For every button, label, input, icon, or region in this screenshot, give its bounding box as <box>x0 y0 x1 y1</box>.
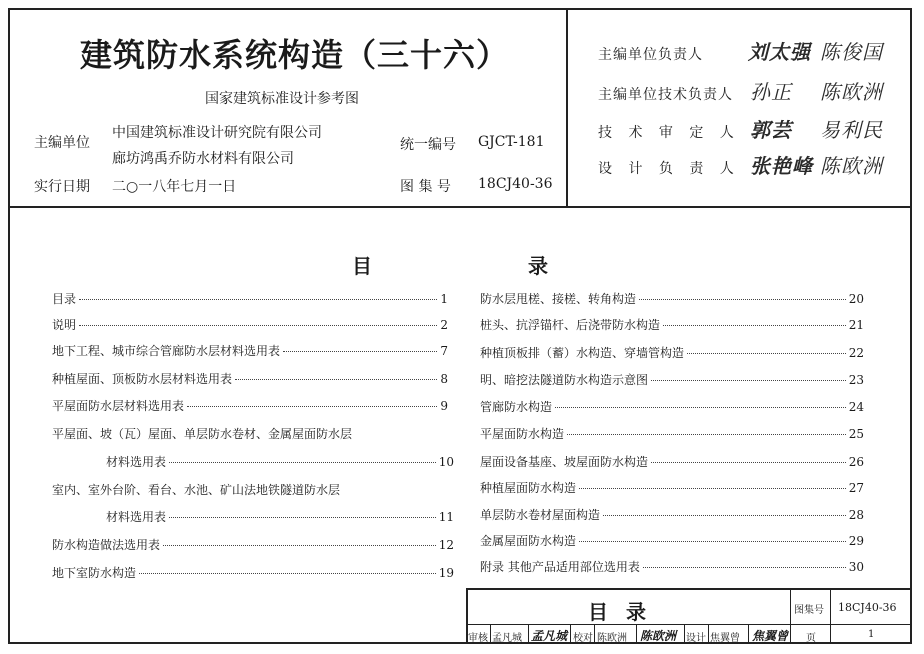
toc-entry[interactable] <box>480 316 864 333</box>
leader-dots <box>139 573 436 574</box>
leader-dots <box>187 406 437 407</box>
header-divider <box>8 206 912 208</box>
toc-entry[interactable] <box>480 532 864 549</box>
toc-entry[interactable] <box>52 481 448 498</box>
design-signature: 焦翼曾 <box>752 629 789 643</box>
leader-dots <box>579 541 846 542</box>
design-name: 焦翼曾 <box>710 633 740 644</box>
chief-unit-2: 廊坊鸿禹乔防水材料有限公司 <box>112 151 294 167</box>
toc-entry-title: 种植屋面防水构造 <box>480 481 577 495</box>
toc-entry-page: 23 <box>848 373 864 387</box>
toc-entry-page: 24 <box>848 400 864 414</box>
leader-dots <box>663 325 846 326</box>
toc-entry-page: 30 <box>848 560 864 574</box>
toc-entry-page: 21 <box>848 318 864 332</box>
toc-entry[interactable] <box>106 453 454 470</box>
leader-dots <box>603 515 846 516</box>
toc-entry[interactable] <box>52 342 448 359</box>
signature: 陈欧洲 <box>820 80 883 104</box>
check-name: 陈欧洲 <box>597 633 627 644</box>
toc-entry[interactable] <box>52 370 448 387</box>
toc-entry[interactable] <box>480 398 864 415</box>
signature: 孙正 <box>750 80 792 104</box>
leader-dots <box>169 517 436 518</box>
atlas-title: 建筑防水系统构造（三十六） <box>80 36 510 74</box>
toc-entry-page: 28 <box>848 508 864 522</box>
design-label: 设计 <box>686 633 706 644</box>
toc-entry[interactable] <box>52 397 448 414</box>
toc-entry[interactable] <box>52 536 454 553</box>
review-label: 审核 <box>468 633 488 644</box>
toc-entry-page: 2 <box>440 318 448 332</box>
toc-entry-page: 26 <box>848 455 864 469</box>
toc-entry-title: 材料选用表 <box>106 510 167 524</box>
toc-entry-title: 种植顶板排（蓄）水构造、穿墙管构造 <box>480 346 685 360</box>
leader-dots <box>163 545 436 546</box>
toc-entry-page: 27 <box>848 481 864 495</box>
toc-entry[interactable] <box>480 344 864 361</box>
toc-entry[interactable] <box>52 290 448 307</box>
toc-entry-title: 金属屋面防水构造 <box>480 534 577 548</box>
atlas-no-label: 图 集 号 <box>400 179 451 195</box>
toc-entry-title: 单层防水卷材屋面构造 <box>480 508 601 522</box>
toc-entry-title: 防水构造做法选用表 <box>52 538 161 552</box>
toc-entry-title: 地下工程、城市综合管廊防水层材料选用表 <box>52 344 281 358</box>
signature: 易利民 <box>820 118 883 142</box>
toc-entry-title: 室内、室外台阶、看台、水池、矿山法地铁隧道防水层 <box>52 483 341 497</box>
toc-entry-title: 屋面设备基座、坡屋面防水构造 <box>480 455 649 469</box>
review-name: 孟凡城 <box>492 633 522 644</box>
titleblock-title: 目录 <box>588 600 664 624</box>
unified-no-label: 统一编号 <box>400 137 456 153</box>
toc-entry[interactable] <box>480 479 864 496</box>
toc-entry-title: 桩头、抗浮锚杆、后浇带防水构造 <box>480 318 661 332</box>
check-signature: 陈欧洲 <box>640 629 677 643</box>
toc-entry-title: 地下室防水构造 <box>52 566 137 580</box>
leader-dots <box>567 434 846 435</box>
signature: 张艳峰 <box>750 154 813 178</box>
toc-entry-title: 平屋面防水层材料选用表 <box>52 399 185 413</box>
toc-entry-title: 平屋面、坡（瓦）屋面、单层防水卷材、金属屋面防水层 <box>52 427 353 441</box>
signature: 陈俊国 <box>820 40 883 64</box>
review-signature: 孟凡城 <box>531 629 568 643</box>
atlas-no: 18CJ40-36 <box>478 176 553 192</box>
toc-entry-title: 种植屋面、顶板防水层材料选用表 <box>52 372 233 386</box>
toc-entry-title: 防水层甩槎、接槎、转角构造 <box>480 292 637 306</box>
toc-heading-left: 目 <box>352 254 372 278</box>
toc-entry[interactable] <box>480 558 864 575</box>
toc-entry-page: 7 <box>440 344 448 358</box>
header-vertical-divider <box>566 8 568 207</box>
toc-heading-right: 录 <box>528 254 548 278</box>
leader-dots <box>235 379 437 380</box>
impl-date-label: 实行日期 <box>34 179 90 195</box>
signature: 陈欧洲 <box>820 154 883 178</box>
toc-entry-page: 19 <box>438 566 454 580</box>
toc-entry-title: 材料选用表 <box>106 455 167 469</box>
leader-dots <box>651 380 846 381</box>
toc-entry[interactable] <box>106 508 454 525</box>
atlas-subtitle: 国家建筑标准设计参考图 <box>205 91 359 107</box>
leader-dots <box>79 325 437 326</box>
toc-entry-page: 8 <box>440 372 448 386</box>
signature: 刘太强 <box>748 40 811 64</box>
titleblock-atlas-label: 图集号 <box>794 605 824 616</box>
toc-entry[interactable] <box>52 425 448 442</box>
toc-entry-page: 22 <box>848 346 864 360</box>
leader-dots <box>643 567 846 568</box>
toc-entry-page: 1 <box>440 292 448 306</box>
toc-entry[interactable] <box>480 290 864 307</box>
toc-entry-title: 附录 其他产品适用部位选用表 <box>480 560 640 574</box>
responsible-label: 设 计 负 责 人 <box>598 161 740 177</box>
toc-entry[interactable] <box>480 425 864 442</box>
toc-entry-page: 20 <box>848 292 864 306</box>
chief-unit-1: 中国建筑标准设计研究院有限公司 <box>112 125 322 141</box>
responsible-label: 主编单位负责人 <box>598 47 703 63</box>
toc-entry-page: 11 <box>438 510 454 524</box>
toc-entry-title: 管廊防水构造 <box>480 400 553 414</box>
leader-dots <box>555 407 846 408</box>
check-label: 校对 <box>573 633 593 644</box>
unified-no: GJCT-181 <box>478 134 545 150</box>
toc-entry-page: 9 <box>440 399 448 413</box>
toc-entry[interactable] <box>480 453 864 470</box>
responsible-label: 主编单位技术负责人 <box>598 87 733 103</box>
leader-dots <box>579 488 846 489</box>
toc-entry[interactable] <box>52 316 448 333</box>
responsible-label: 技 术 审 定 人 <box>598 125 740 141</box>
leader-dots <box>79 299 437 300</box>
toc-entry[interactable] <box>52 564 454 581</box>
toc-entry-title: 说明 <box>52 318 77 332</box>
impl-date: 二○一八年七月一日 <box>112 179 237 195</box>
chief-unit-label: 主编单位 <box>34 135 90 151</box>
toc-entry[interactable] <box>480 506 864 523</box>
leader-dots <box>687 353 846 354</box>
toc-entry-title: 明、暗挖法隧道防水构造示意图 <box>480 373 649 387</box>
page-number: 1 <box>868 629 875 640</box>
page-label: 页 <box>806 633 816 644</box>
toc-entry-page: 25 <box>848 427 864 441</box>
toc-entry[interactable] <box>480 371 864 388</box>
toc-entry-title: 目录 <box>52 292 77 306</box>
titleblock-atlas-no: 18CJ40-36 <box>838 601 897 614</box>
leader-dots <box>169 462 436 463</box>
toc-entry-page: 29 <box>848 534 864 548</box>
signature: 郭芸 <box>750 118 792 142</box>
leader-dots <box>651 462 846 463</box>
leader-dots <box>283 351 437 352</box>
toc-entry-page: 10 <box>438 455 454 469</box>
leader-dots <box>639 299 846 300</box>
toc-entry-title: 平屋面防水构造 <box>480 427 565 441</box>
toc-entry-page: 12 <box>438 538 454 552</box>
